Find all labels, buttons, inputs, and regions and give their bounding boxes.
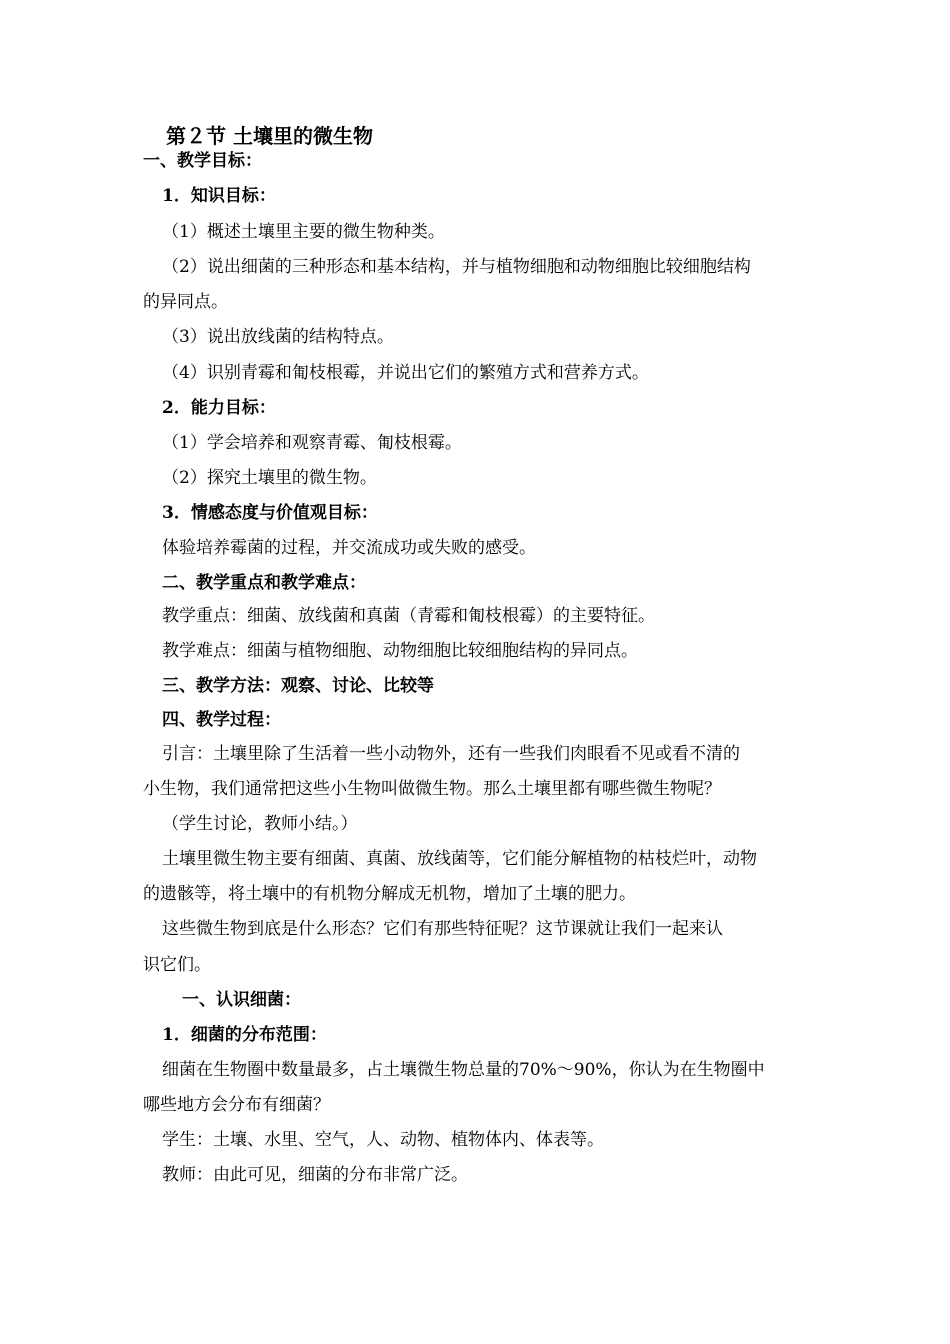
- body-line: 教学重点：细菌、放线菌和真菌（青霉和匍枝根霉）的主要特征。: [162, 606, 655, 626]
- body-line: （学生讨论，教师小结。）: [162, 814, 358, 834]
- section-heading: 四、教学过程：: [162, 710, 281, 730]
- body-line: 学生：土壤、水里、空气，人、动物、植物体内、体表等。: [162, 1130, 604, 1150]
- subsection-heading: 2．能力目标：: [162, 398, 276, 418]
- section-heading: 一、认识细菌：: [182, 990, 301, 1010]
- body-line: 这些微生物到底是什么形态？它们有那些特征呢？这节课就让我们一起来认: [162, 919, 723, 939]
- subsection-heading: 1．知识目标：: [162, 186, 276, 206]
- body-line: 的异同点。: [143, 292, 228, 312]
- section-heading: 一、教学目标：: [143, 151, 262, 171]
- section-heading: 二、教学重点和教学难点：: [162, 573, 366, 593]
- page-title: 第２节 土壤里的微生物: [166, 124, 373, 148]
- body-line: 哪些地方会分布有细菌？: [143, 1095, 330, 1115]
- body-line: 小生物，我们通常把这些小生物叫做微生物。那么土壤里都有哪些微生物呢？: [143, 779, 721, 799]
- body-line: 教师：由此可见，细菌的分布非常广泛。: [162, 1165, 468, 1185]
- body-line: 细菌在生物圈中数量最多，占土壤微生物总量的70%～90%，你认为在生物圈中: [162, 1060, 765, 1080]
- body-line: （4）识别青霉和匍枝根霉，并说出它们的繁殖方式和营养方式。: [162, 363, 649, 383]
- body-line: （1）概述土壤里主要的微生物种类。: [162, 222, 445, 242]
- body-line: 的遗骸等，将土壤中的有机物分解成无机物，增加了土壤的肥力。: [143, 884, 636, 904]
- body-line: （1）学会培养和观察青霉、匍枝根霉。: [162, 433, 462, 453]
- subsection-heading: 3．情感态度与价值观目标：: [162, 503, 378, 523]
- body-line: 识它们。: [143, 955, 211, 975]
- body-line: （2）探究土壤里的微生物。: [162, 468, 377, 488]
- subsection-heading: 1．细菌的分布范围：: [162, 1025, 327, 1045]
- body-line: 体验培养霉菌的过程，并交流成功或失败的感受。: [162, 538, 536, 558]
- body-line: （2）说出细菌的三种形态和基本结构，并与植物细胞和动物细胞比较细胞结构: [162, 257, 751, 277]
- body-line: 教学难点：细菌与植物细胞、动物细胞比较细胞结构的异同点。: [162, 641, 638, 661]
- body-line: 土壤里微生物主要有细菌、真菌、放线菌等，它们能分解植物的枯枝烂叶，动物: [162, 849, 757, 869]
- body-line: 引言：土壤里除了生活着一些小动物外，还有一些我们肉眼看不见或看不清的: [162, 744, 740, 764]
- section-heading: 三、教学方法：观察、讨论、比较等: [162, 676, 434, 696]
- body-line: （3）说出放线菌的结构特点。: [162, 327, 394, 347]
